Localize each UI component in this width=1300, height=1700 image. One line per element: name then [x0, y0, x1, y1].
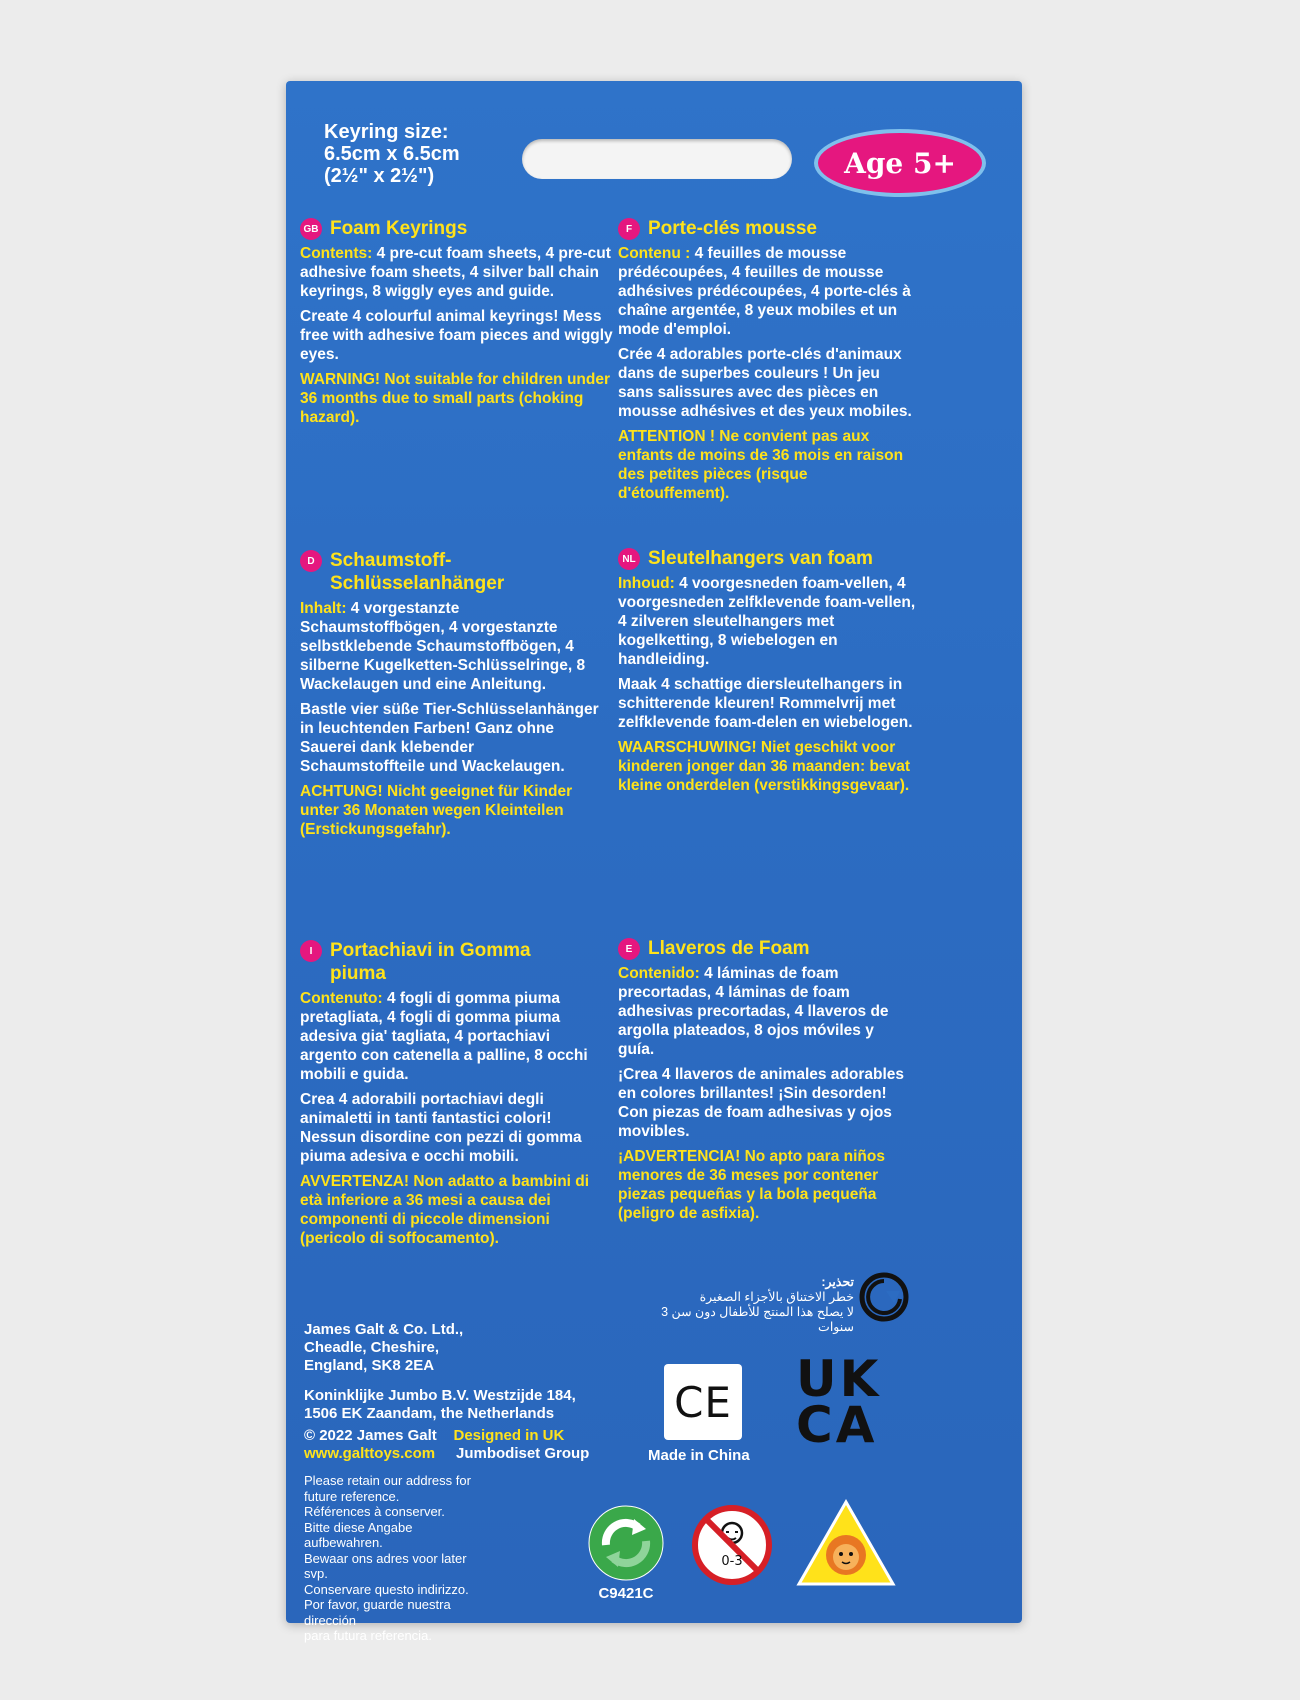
section-title: Schaumstoff-Schlüsselanhänger	[330, 550, 505, 594]
retain-address-note: Please retain our address for future reference. Références à conserver. Bitte diese Angabe aufbewahren. Bewaar ons adres voor later svp. Conservare questo indirizzo. Por favor, guarde nuestra dirección para futura referencia.	[304, 1473, 471, 1643]
lang-code-gb: GB	[300, 218, 322, 240]
not-for-under-3-icon	[692, 1505, 772, 1585]
section-title: Llaveros de Foam	[648, 938, 810, 959]
warning: AVVERTENZA! Non adatto a bambini di età inferiore a 36 mesi a causa dei componenti di piccole dimensioni (pericolo di soffocamento).	[300, 1173, 590, 1247]
description: Crea 4 adorabili portachiavi degli animaletti in tanti fantastici colori! Nessun disordine con pezzi di gomma piuma adesiva e occhi mobili.	[300, 1091, 582, 1165]
package-back	[286, 81, 1022, 1643]
section-es	[618, 937, 908, 1223]
description: ¡Crea 4 llaveros de animales adorables en colores brillantes! ¡Sin desorden! Con piezas de foam adhesivas y ojos movibles.	[618, 1066, 905, 1140]
product-code: C9421C	[598, 1585, 654, 1602]
contents: Contents: 4 pre-cut foam sheets, 4 pre-cut adhesive foam sheets, 4 silver ball chain keyrings, 8 wiggly eyes and guide.	[300, 245, 611, 300]
website-link: www.galttoys.com	[304, 1445, 436, 1462]
description: Crée 4 adorables porte-clés d'animaux dans de superbes couleurs ! Un jeu sans salissures avec des pièces en mousse adhésives et des yeux mobiles.	[618, 346, 912, 420]
warning: WAARSCHUWING! Niet geschikt voor kinderen jonger dan 36 maanden: bevat kleine onderdelen (verstikkingsgevaar).	[618, 739, 910, 794]
choking-hazard-icon	[856, 1269, 912, 1325]
ukca-mark: UK CA	[796, 1350, 882, 1454]
ce-mark: CE	[664, 1364, 742, 1440]
contents: Inhoud: 4 voorgesneden foam-vellen, 4 voorgesneden zelfklevende foam-vellen, 4 zilveren sleutelhangers met kogelketting, 8 wiebelogen en handleiding.	[618, 575, 916, 668]
warning: ATTENTION ! Ne convient pas aux enfants de moins de 36 mois en raison des petites pièces (risque d'étouffement).	[618, 428, 904, 502]
section-de	[300, 549, 600, 839]
section-it	[300, 939, 590, 1248]
copyright-block: © 2022 James Galt Designed in UK www.galttoys.com Jumbodiset Group	[304, 1427, 590, 1462]
warning: ACHTUNG! Nicht geeignet für Kinder unter 36 Monaten wegen Kleinteilen (Erstickungsgefahr).	[300, 783, 573, 838]
age-badge: Age 5+	[814, 129, 986, 197]
lang-code-de: D	[300, 550, 322, 572]
company-address: James Galt & Co. Ltd., Cheadle, Cheshire, England, SK8 2EA Koninklijke Jumbo B.V. Westzijde 184, 1506 EK Zaandam, the Netherlands	[304, 1321, 576, 1422]
warning: ¡ADVERTENCIA! No apto para niños menores de 36 meses por contener piezas pequeñas y la bola pequeña (peligro de asfixia).	[618, 1148, 885, 1222]
section-fr	[618, 217, 918, 503]
section-title: Sleutelhangers van foam	[648, 548, 873, 569]
green-dot-recycle-icon	[588, 1505, 664, 1581]
contents: Contenuto: 4 fogli di gomma piuma pretagliata, 4 fogli di gomma piuma adesiva gia' tagliata, 4 portachiavi argento con catenella a palline, 8 occhi mobili e guida.	[300, 990, 588, 1083]
warning: WARNING! Not suitable for children under 36 months due to small parts (choking hazard).	[300, 371, 611, 426]
description: Bastle vier süße Tier-Schlüsselanhänger in leuchtenden Farben! Ganz ohne Sauerei dank klebender Schaumstoffteile und Wackelaugen.	[300, 701, 599, 775]
hang-hole	[522, 139, 792, 179]
made-in-label: Made in China	[648, 1447, 750, 1464]
age-restriction-label: 0-3	[721, 1554, 743, 1569]
description: Create 4 colourful animal keyrings! Mess free with adhesive foam pieces and wiggly eyes.	[300, 308, 613, 363]
lang-code-fr: F	[618, 218, 640, 240]
contents: Contenu : 4 feuilles de mousse prédécoupées, 4 feuilles de mousse adhésives prédécoupées, 4 porte-clés à chaîne argentée, 8 yeux mobiles et un mode d'emploi.	[618, 245, 911, 338]
galt-lion-logo-icon	[796, 1499, 896, 1587]
contents: Contenido: 4 láminas de foam precortadas, 4 láminas de foam adhesivas precortadas, 4 llaveros de argolla plateados, 8 ojos móviles y guía.	[618, 965, 889, 1058]
contents: Inhalt: 4 vorgestanzte Schaumstoffbögen, 4 vorgestanzte selbstklebende Schaumstoffbögen, 4 silberne Kugelketten-Schlüsselringe, 8 Wackelaugen und eine Anleitung.	[300, 600, 586, 693]
arabic-warning: تحذير: خطر الاختناق بالأجزاء الصغيرة لا يصلح هذا المنتج للأطفال دون سن 3 سنوات	[661, 1275, 854, 1334]
section-title: Porte-clés mousse	[648, 218, 817, 239]
section-gb	[300, 217, 620, 427]
lang-code-es: E	[618, 938, 640, 960]
section-title: Foam Keyrings	[330, 218, 468, 239]
keyring-size: Keyring size: 6.5cm x 6.5cm (2½" x 2½")	[324, 121, 460, 187]
section-nl	[618, 547, 918, 795]
description: Maak 4 schattige diersleutelhangers in schitterende kleuren! Rommelvrij met zelfklevende foam-delen en wiebelogen.	[618, 676, 913, 731]
section-title: Portachiavi in Gomma piuma	[330, 940, 531, 984]
lang-code-nl: NL	[618, 548, 640, 570]
lang-code-it: I	[300, 940, 322, 962]
